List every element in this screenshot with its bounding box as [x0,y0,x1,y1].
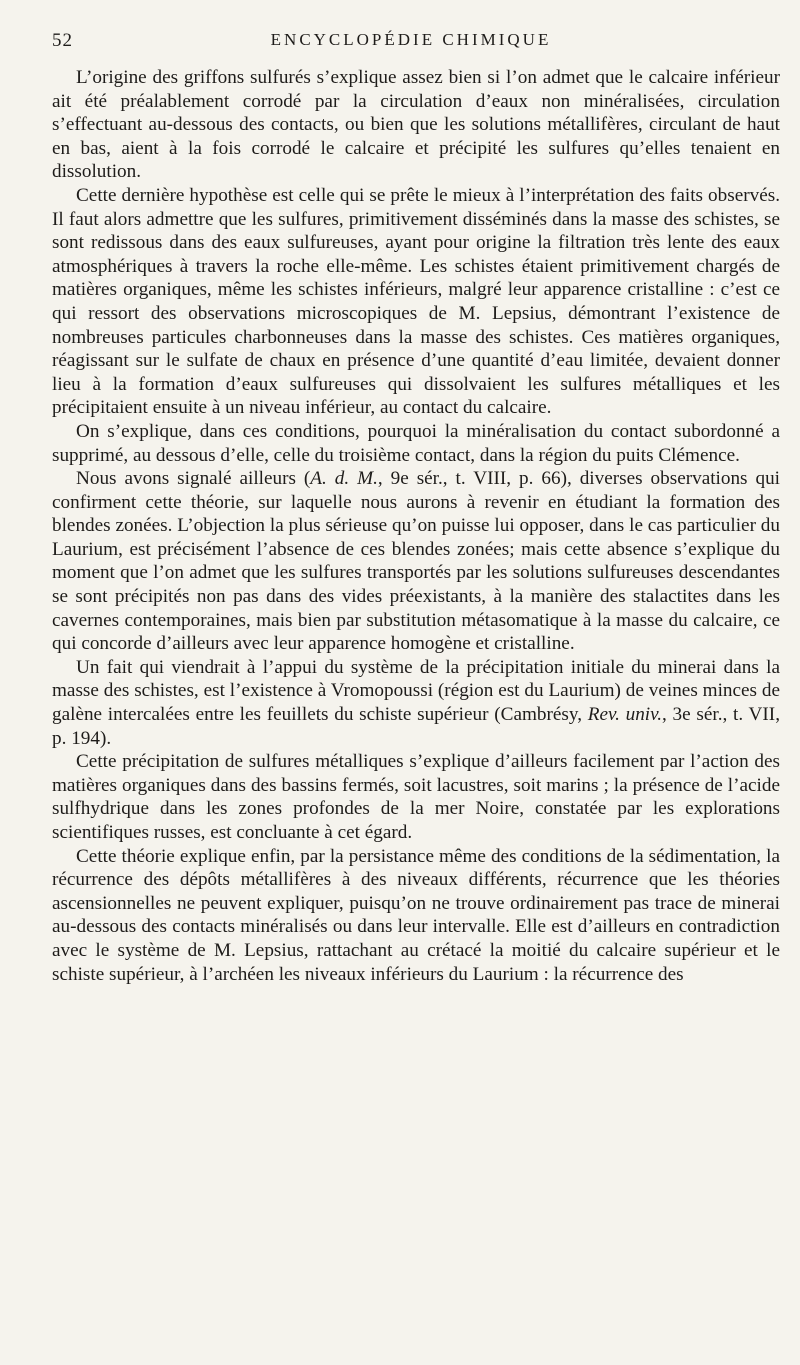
body-text [52,66,780,986]
paragraph-text-segment: , 3e sér., t. VII, p. 194). [52,704,780,749]
paragraph-text-segment: , 9e sér., t. VIII, p. 66), diverses observations qui confirment cette théorie, sur laquelle nous aurons à revenir en étudiant la formation des blendes zonées. L’objection la plus sérieuse qu’on puisse lui opposer, dans le cas particulier du Laurium, est précisément l’absence de ces blendes zonées; mais cette absence s’explique du moment que l’on admet que les sulfures transportés par les solutions sulfureuses descendantes se sont précipités non pas dans des vides préexistants, à la manière des stalactites dans les cavernes contemporaines, mais bien par substitution métasomatique à la masse du calcaire, ce qui concorde d’ailleurs avec leur apparence homogène et cristalline. [52,468,780,655]
page-header-title: ENCYCLOPÉDIE CHIMIQUE [270,30,552,49]
paragraph-blendes-zonees [52,467,780,656]
journal-reference: A. d. M. [310,468,378,490]
paragraph-recurrence: Cette théorie explique enfin, par la persistance même des conditions de la sédimentation, la récurrence des dépôts métallifères à des niveaux différents, récurrence que les théories ascensionnelles ne peuvent expliquer, puisqu’on ne trouve ordinairement pas trace de minerai au-dessous des contacts minéralisés ou dans leur intervalle. Elle est d’ailleurs en contradiction avec le système de M. Lepsius, rattachant au crétacé la moitié du calcaire supérieur et le schiste supérieur, à l’archéen les niveaux inférieurs du Laurium : la récurrence des [52,845,780,985]
paragraph-contact-subordonne: On s’explique, dans ces conditions, pourquoi la minéralisation du contact subordonné a supprimé, au dessous d’elle, celle du troisième contact, dans la région du puits Clémence. [52,420,780,466]
running-head [52,30,770,56]
paragraph-text-segment: Nous avons signalé ailleurs ( [76,468,311,490]
paragraph-precipitation: Cette précipitation de sulfures métalliques s’explique d’ailleurs facilement par l’action des matières organiques dans des bassins fermés, soit lacustres, soit marins ; la présence de l’acide sulfhydrique dans les zones profondes de la mer Noire, constatée par les explorations scientifiques russes, est concluante à cet égard. [52,751,780,843]
paragraph-hypothese: Cette dernière hypothèse est celle qui se prête le mieux à l’interprétation des faits observés. Il faut alors admettre que les sulfures, primitivement disséminés dans la masse des schistes, se sont redissous dans des eaux sulfureuses, ayant pour origine la filtration très lente des eaux atmosphériques à travers la roche elle-même. Les schistes étaient primitivement chargés de matières organiques, même les schistes inférieurs, malgré leur apparence cristalline : c’est ce qui ressort des observations microscopiques de M. Lepsius, démontrant l’existence de nombreuses particules charbonneuses dans la masse des schistes. Ces matières organiques, réagissant sur le sulfate de chaux en présence d’une quantité d’eau limitée, devaient donner lieu à la formation d’eaux sulfureuses qui dissolvaient les sulfures métalliques et les précipitaient ensuite à un niveau inférieur, au contact du calcaire. [52,184,780,419]
paragraph-griffons: L’origine des griffons sulfurés s’explique assez bien si l’on admet que le calcaire inférieur ait été préalablement corrodé par la circulation d’eaux non minéralisées, circulation s’effectuant au-dessous des contacts, ou bien que les solutions métallifères, circulant de haut en bas, aient à la fois corrodé le calcaire et précipité les sulfures qu’elles tenaient en dissolution. [52,67,780,183]
journal-reference: Rev. univ. [587,704,663,726]
paragraph-text-segment: Un fait qui viendrait à l’appui du système de la précipitation initiale du minerai dans la masse des schistes, est l’existence à Vromopoussi (région est du Laurium) de veines minces de galène intercalées entre les feuillets du schiste supérieur (Cambrésy, [52,656,780,726]
paragraph-vromopoussi [52,656,780,750]
page-number: 52 [52,30,73,51]
